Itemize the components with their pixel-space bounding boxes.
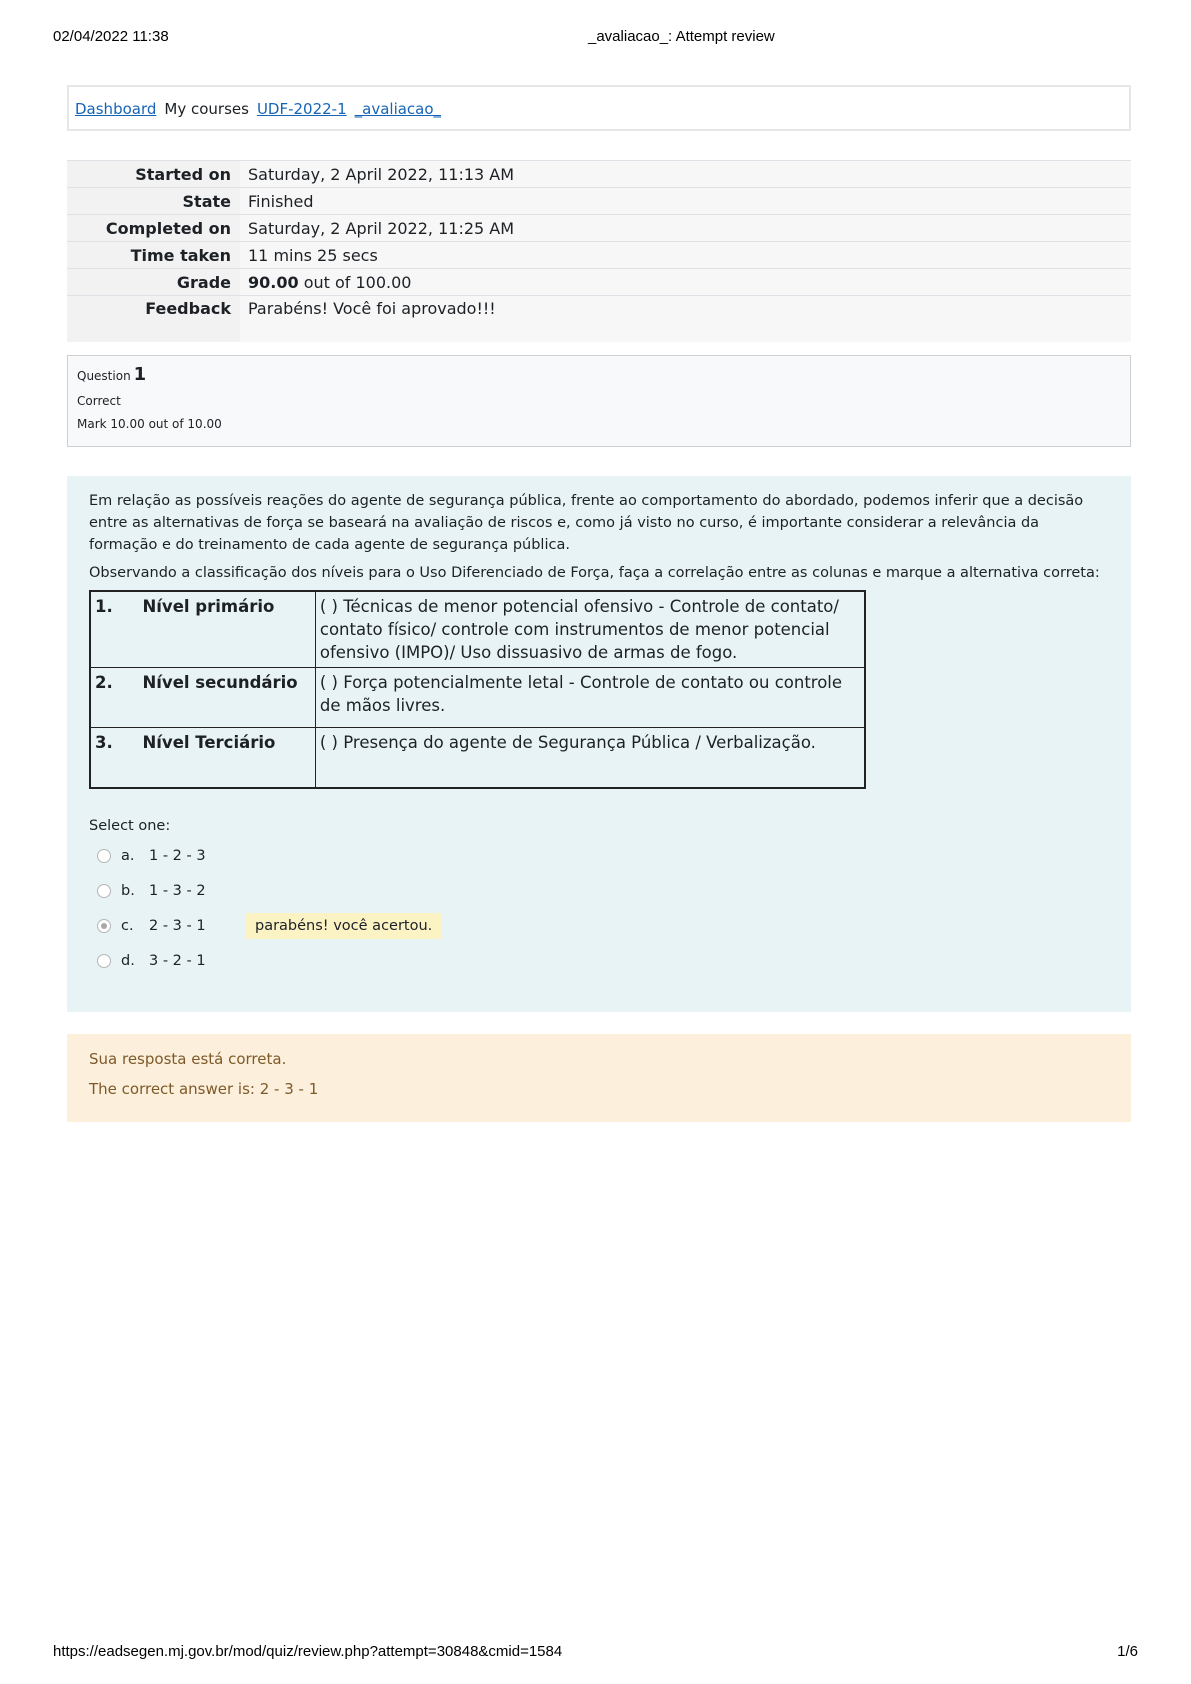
answer-option-a[interactable]	[89, 839, 1109, 874]
level-number: 3.	[90, 728, 138, 788]
summary-row-feedback	[67, 296, 1131, 343]
summary-row-grade	[67, 269, 1131, 296]
breadcrumb-course-link[interactable]: UDF-2022-1	[256, 100, 347, 118]
print-date: 02/04/2022 11:38	[53, 28, 169, 45]
summary-label: Time taken	[67, 242, 240, 269]
option-letter: d.	[121, 953, 135, 969]
right-answer: The correct answer is: 2 - 3 - 1	[89, 1080, 319, 1098]
summary-label: Grade	[67, 269, 240, 296]
radio-button[interactable]	[97, 849, 111, 863]
option-feedback: parabéns! você acertou.	[245, 913, 442, 939]
breadcrumb	[67, 85, 1131, 131]
summary-value	[240, 269, 1131, 296]
summary-row-state	[67, 188, 1131, 215]
option-letter: a.	[121, 848, 135, 864]
levels-row	[90, 668, 865, 728]
summary-row-time-taken	[67, 242, 1131, 269]
summary-label: State	[67, 188, 240, 215]
radio-button[interactable]	[97, 954, 111, 968]
option-text: 3 - 2 - 1	[149, 953, 206, 969]
breadcrumb-my-courses: My courses	[164, 100, 249, 118]
option-text: 2 - 3 - 1	[149, 918, 206, 934]
level-description: ( ) Técnicas de menor potencial ofensivo - Controle de contato/ contato físico/ controle com instrumentos de menor potencial ofensivo (IMPO)/ Uso dissuasivo de armas de fogo.	[315, 591, 865, 668]
select-one-prompt: Select one:	[89, 817, 171, 834]
force-levels-table	[89, 590, 866, 789]
grade-out-of: out of 100.00	[298, 272, 412, 292]
summary-value: Saturday, 2 April 2022, 11:13 AM	[240, 161, 1131, 188]
question-intro: Em relação as possíveis reações do agente de segurança pública, frente ao comportamento do abordado, podemos inferir que a decisão entre as alternativas de força se baseará na avaliação de riscos e, como já visto no curso, é importante considerar a relevância da formação e do treinamento de cada agente de segurança pública.	[89, 493, 1084, 553]
levels-row	[90, 591, 865, 668]
answer-option-c[interactable]	[89, 909, 1109, 944]
question-mark: Mark 10.00 out of 10.00	[77, 417, 222, 431]
option-text: 1 - 3 - 2	[149, 883, 206, 899]
question-label: Question	[77, 369, 131, 383]
option-letter: b.	[121, 883, 135, 899]
level-number: 2.	[90, 668, 138, 728]
question-number	[77, 364, 1121, 385]
level-number: 1.	[90, 591, 138, 668]
level-name: Nível primário	[138, 591, 315, 668]
attempt-summary-table	[67, 160, 1131, 342]
print-footer	[53, 1643, 1138, 1663]
breadcrumb-quiz-link[interactable]: _avaliacao_	[354, 100, 442, 118]
summary-value: Saturday, 2 April 2022, 11:25 AM	[240, 215, 1131, 242]
level-name: Nível Terciário	[138, 728, 315, 788]
print-header	[53, 28, 1138, 48]
option-text: 1 - 2 - 3	[149, 848, 206, 864]
radio-button-checked[interactable]	[97, 919, 111, 933]
answer-options	[89, 839, 1109, 979]
question-state: Correct	[77, 394, 121, 408]
summary-row-started	[67, 161, 1131, 188]
outcome-feedback-box	[67, 1034, 1131, 1122]
level-description: ( ) Força potencialmente letal - Controle de contato ou controle de mãos livres.	[315, 668, 865, 728]
question-instruction: Observando a classificação dos níveis para o Uso Diferenciado de Força, faça a correlação entre as colunas e marque a alternativa correta:	[89, 565, 1100, 581]
summary-label: Started on	[67, 161, 240, 188]
answer-option-b[interactable]	[89, 874, 1109, 909]
breadcrumb-dashboard-link[interactable]: Dashboard	[75, 100, 157, 118]
summary-label: Completed on	[67, 215, 240, 242]
print-url: https://eadsegen.mj.gov.br/mod/quiz/review.php?attempt=30848&cmid=1584	[53, 1643, 563, 1660]
question-formulation	[67, 476, 1131, 1012]
summary-value: 11 mins 25 secs	[240, 242, 1131, 269]
grade-score: 90.00	[248, 272, 299, 292]
summary-row-completed	[67, 215, 1131, 242]
page-number: 1/6	[1117, 1643, 1138, 1660]
question-number-value: 1	[133, 364, 147, 385]
summary-value: Parabéns! Você foi aprovado!!!	[240, 296, 1131, 343]
levels-row	[90, 728, 865, 788]
option-letter: c.	[121, 918, 134, 934]
print-title: _avaliacao_: Attempt review	[588, 28, 775, 45]
question-info-box	[67, 355, 1131, 447]
level-name: Nível secundário	[138, 668, 315, 728]
summary-label: Feedback	[67, 296, 240, 343]
radio-button[interactable]	[97, 884, 111, 898]
answer-option-d[interactable]	[89, 944, 1109, 979]
level-description: ( ) Presença do agente de Segurança Pública / Verbalização.	[315, 728, 865, 788]
summary-value: Finished	[240, 188, 1131, 215]
specific-feedback: Sua resposta está correta.	[89, 1050, 287, 1068]
